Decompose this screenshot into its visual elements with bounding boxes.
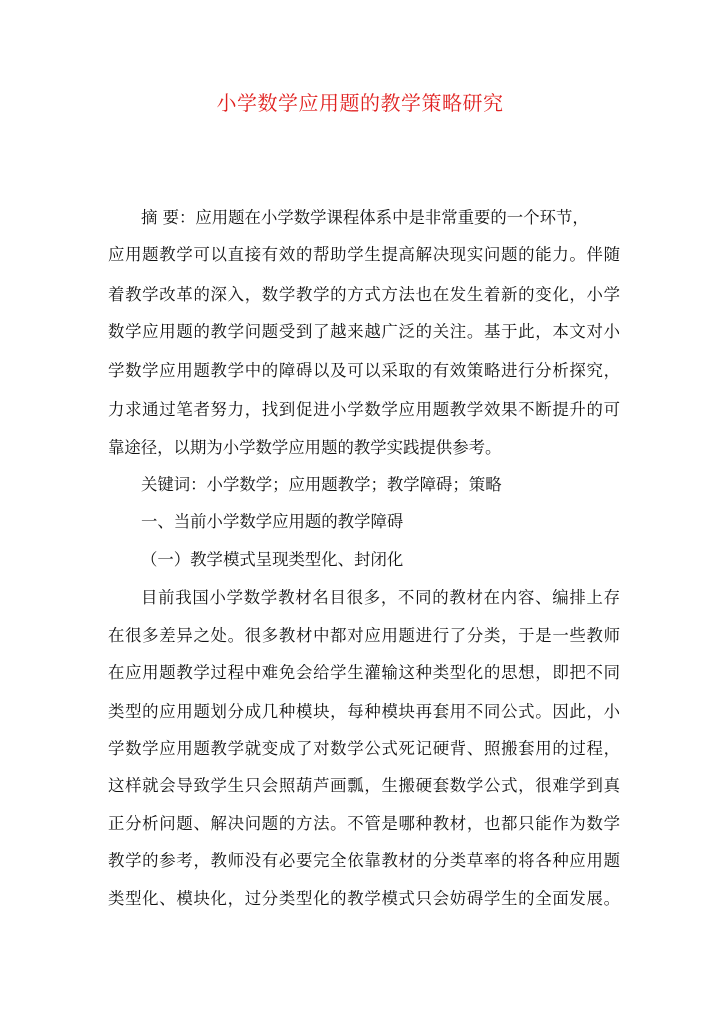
abstract-line-1: 摘 要：应用题在小学数学课程体系中是非常重要的一个环节， bbox=[141, 208, 589, 227]
body-line-9: 类型化、模块化，过分类型化的教学模式只会妨碍学生的全面发展。 bbox=[108, 889, 620, 908]
section-heading-1: 一、当前小学数学应用题的教学障碍 bbox=[141, 512, 404, 531]
body-line-1: 目前我国小学数学教材名目很多，不同的教材在内容、编排上存 bbox=[141, 588, 620, 607]
body-line-2: 在很多差异之处。很多教材中都对应用题进行了分类，于是一些教师 bbox=[108, 626, 620, 645]
abstract-line-4: 数学应用题的教学问题受到了越来越广泛的关注。基于此，本文对小 bbox=[108, 322, 620, 341]
abstract-line-6: 力求通过笔者努力，找到促进小学数学应用题教学效果不断提升的可 bbox=[108, 400, 620, 419]
subsection-heading-1: （一）教学模式呈现类型化、封闭化 bbox=[141, 550, 404, 569]
body-line-4: 类型的应用题划分成几种模块，每种模块再套用不同公式。因此，小 bbox=[108, 702, 620, 721]
body-line-6: 这样就会导致学生只会照葫芦画瓢，生搬硬套数学公式，很难学到真 bbox=[108, 776, 620, 795]
abstract-line-2: 应用题教学可以直接有效的帮助学生提高解决现实问题的能力。伴随 bbox=[108, 245, 620, 264]
body-line-3: 在应用题教学过程中难免会给学生灌输这种类型化的思想，即把不同 bbox=[108, 663, 620, 682]
body-line-7: 正分析问题、解决问题的方法。不管是哪种教材，也都只能作为数学 bbox=[108, 814, 620, 833]
body-line-8: 教学的参考，教师没有必要完全依靠教材的分类草率的将各种应用题 bbox=[108, 851, 620, 870]
keywords-line: 关键词：小学数学；应用题教学；教学障碍；策略 bbox=[141, 475, 502, 494]
document-title: 小学数学应用题的教学策略研究 bbox=[216, 91, 504, 115]
body-line-5: 学数学应用题教学就变成了对数学公式死记硬背、照搬套用的过程， bbox=[108, 739, 620, 758]
abstract-line-3: 着教学改革的深入，数学教学的方式方法也在发生着新的变化，小学 bbox=[108, 285, 620, 304]
abstract-line-5: 学数学应用题教学中的障碍以及可以采取的有效策略进行分析探究， bbox=[108, 361, 620, 380]
abstract-line-7: 靠途径，以期为小学数学应用题的教学实践提供参考。 bbox=[108, 438, 502, 457]
